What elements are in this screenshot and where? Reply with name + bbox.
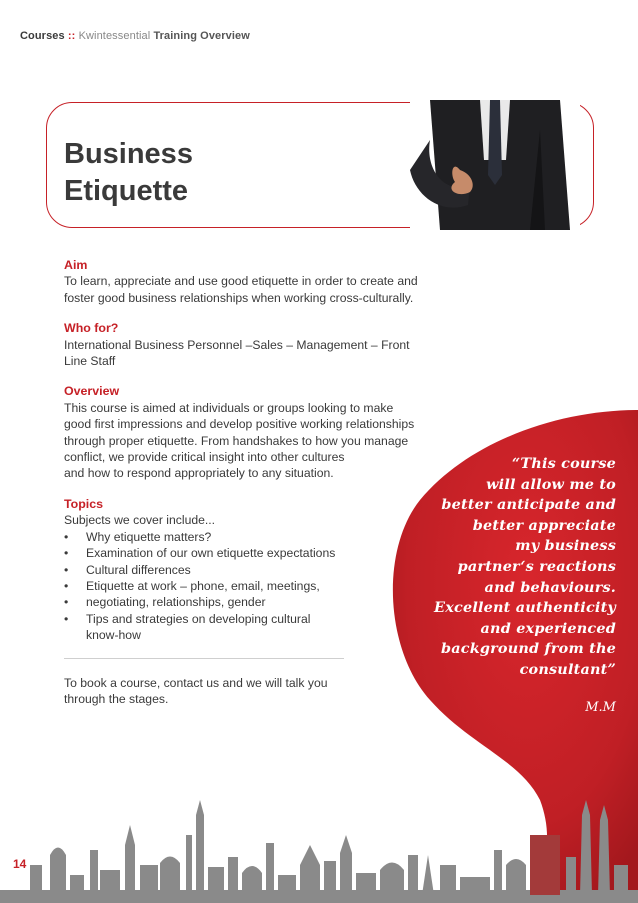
overview-line: and how to respond appropriately to any situation.: [64, 466, 334, 481]
overview-heading: Overview: [64, 384, 120, 399]
aim-heading: Aim: [64, 258, 88, 272]
quote-line: and experienced: [480, 619, 616, 637]
businessman-image: [410, 100, 580, 230]
aim-line: foster good business relationships when working cross-culturally.: [64, 290, 414, 305]
aim-line: To learn, appreciate and use good etiquette in order to create and: [64, 274, 418, 289]
bullet: •: [64, 611, 69, 626]
page-title: [64, 136, 193, 210]
overview-line: through proper etiquette. From handshakes to how you manage: [64, 433, 409, 448]
topic-text: Why etiquette matters?: [86, 529, 212, 544]
overview-line: conflict, we provide critical insight into other cultures: [64, 450, 345, 465]
who-for-text: [64, 337, 464, 370]
who-for-heading: Who for?: [64, 321, 119, 336]
breadcrumb-section: Courses: [20, 30, 65, 42]
bullet: •: [64, 529, 69, 544]
booking-line: through the stages.: [64, 691, 169, 706]
topic-text: Cultural differences: [86, 562, 191, 577]
quote-line: “This course: [511, 455, 616, 472]
topic-text: Etiquette at work – phone, email, meetings,: [86, 578, 320, 593]
bullet: •: [64, 562, 69, 577]
breadcrumb-subtitle: Training Overview: [153, 30, 250, 42]
testimonial-quote: [392, 454, 616, 681]
page-number: 14: [13, 857, 27, 871]
bullet: •: [64, 546, 69, 561]
booking-line: To book a course, contact us and we will talk you: [64, 675, 328, 690]
title-line-1: Business: [64, 138, 193, 170]
topic-text: Examination of our own etiquette expectations: [86, 546, 336, 561]
overview-line: This course is aimed at individuals or groups looking to make: [64, 400, 394, 415]
quote-line: better appreciate: [472, 516, 616, 534]
topics-intro: Subjects we cover include...: [64, 513, 216, 528]
quote-line: partner‘s reactions: [457, 557, 616, 575]
aim-text: [64, 273, 464, 306]
quote-line: and behaviours.: [484, 578, 616, 596]
bullet: •: [64, 578, 69, 593]
bullet: •: [64, 595, 69, 610]
breadcrumb-brand: Kwintessential: [78, 30, 151, 42]
topic-text-continuation: know-how: [86, 628, 141, 643]
quote-line: Excellent authenticity: [434, 599, 616, 617]
overview-line: good first impressions and develop positive working relationships: [64, 417, 415, 432]
topics-heading: Topics: [64, 496, 104, 511]
title-line-2: Etiquette: [64, 175, 189, 207]
topic-text: Tips and strategies on developing cultural: [86, 611, 311, 626]
who-for-line: International Business Personnel –Sales – Management – Front: [64, 337, 410, 352]
city-skyline-image: [0, 795, 638, 903]
divider: [64, 658, 344, 659]
quote-line: better anticipate and: [441, 496, 616, 514]
breadcrumb-separator: ::: [67, 30, 76, 42]
quote-author: M.M: [585, 700, 616, 715]
topic-text: negotiating, relationships, gender: [86, 595, 266, 610]
quote-line: my business: [515, 537, 616, 555]
quote-line: will allow me to: [486, 475, 616, 493]
who-for-line: Line Staff: [64, 354, 116, 369]
quote-line: background from the: [440, 640, 616, 658]
quote-line: consultant”: [519, 660, 616, 678]
